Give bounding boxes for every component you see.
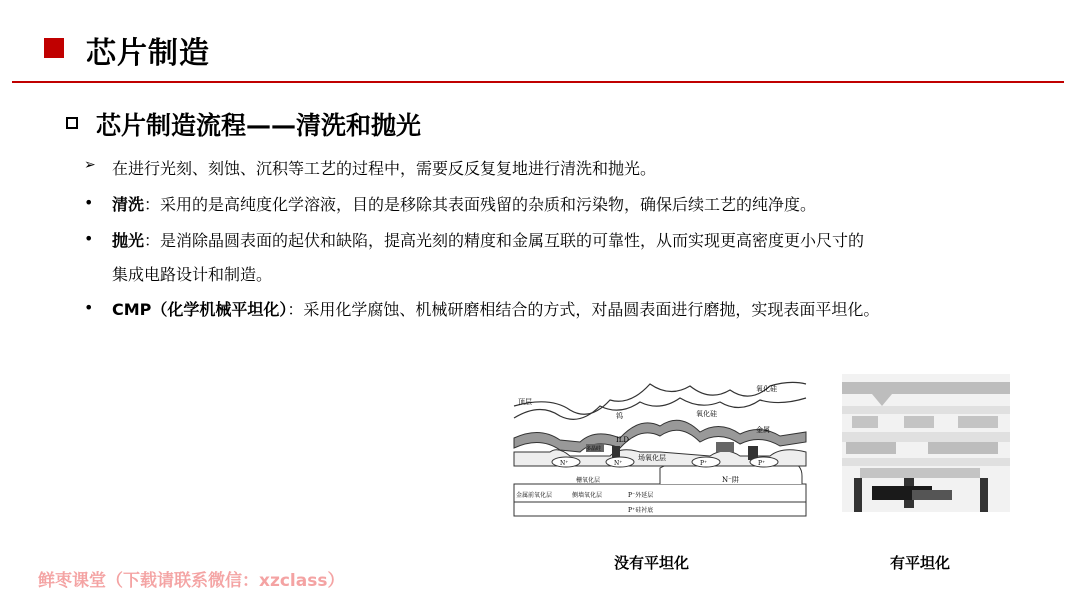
label-oxide: 氧化硅 bbox=[756, 385, 777, 393]
title-divider bbox=[12, 81, 1064, 83]
label-n-plus-1: N⁺ bbox=[560, 460, 569, 467]
bullet-text: ：采用化学腐蚀、机械研磨相结合的方式，对晶圆表面进行磨抛，实现表面平坦化。 bbox=[287, 300, 880, 319]
label-spacer-oxide: 侧墙氧化层 bbox=[572, 492, 603, 499]
label-poly: 多晶硅 bbox=[586, 446, 602, 452]
bullet-text: 在进行光刻、刻蚀、沉积等工艺的过程中，需要反反复复地进行清洗和抛光。 bbox=[112, 159, 657, 178]
arrow-bullet-icon: ➢ bbox=[84, 157, 96, 173]
page-title: 芯片制造 bbox=[86, 36, 210, 71]
section-title: 芯片制造流程——清洗和抛光 bbox=[96, 111, 422, 140]
bullet-polishing bbox=[112, 228, 864, 251]
label-p-epi: P⁻外延层 bbox=[628, 492, 654, 499]
label-p-substrate: P⁺硅衬底 bbox=[628, 507, 654, 514]
bullet-text-continued: 集成电路设计和制造。 bbox=[112, 265, 273, 284]
bullet-cleaning bbox=[112, 192, 816, 215]
title-square-icon bbox=[44, 38, 64, 58]
label-n-well: N⁻阱 bbox=[722, 476, 739, 484]
planarization-diagram bbox=[842, 374, 1010, 530]
label-p-plus-1: P⁺ bbox=[700, 460, 708, 467]
label-pre-metal-oxide: 金属前氧化层 bbox=[516, 492, 553, 499]
term-cmp: CMP（化学机械平坦化） bbox=[112, 300, 288, 319]
label-ild: ILD bbox=[616, 436, 630, 444]
dot-bullet-icon: • bbox=[84, 229, 94, 248]
term-cleaning: 清洗 bbox=[112, 195, 145, 214]
label-tungsten: 钨 bbox=[616, 412, 623, 420]
term-polishing: 抛光 bbox=[112, 231, 145, 250]
label-p-plus-2: P⁺ bbox=[758, 460, 766, 467]
bullet-text: ：是消除晶圆表面的起伏和缺陷，提高光刻的精度和金属互联的可靠性，从而实现更高密度更小尺寸的 bbox=[144, 231, 865, 250]
label-field-oxide: 场氧化层 bbox=[638, 454, 666, 462]
label-gate-oxide: 栅氧化层 bbox=[576, 477, 601, 484]
dot-bullet-icon: • bbox=[84, 193, 94, 212]
label-top-layer: 顶层 bbox=[518, 398, 532, 406]
bullet-text: ：采用的是高纯度化学溶液，目的是移除其表面残留的杂质和污染物，确保后续工艺的纯净度。 bbox=[144, 195, 817, 214]
section-square-icon bbox=[66, 117, 78, 129]
caption-planarization: 有平坦化 bbox=[890, 554, 951, 572]
label-n-plus-2: N⁺ bbox=[614, 460, 623, 467]
label-oxide-2: 氧化硅 bbox=[696, 410, 717, 418]
caption-no-planarization: 没有平坦化 bbox=[614, 554, 690, 572]
watermark: 鲜枣课堂（下载请联系微信：xzclass） bbox=[38, 571, 345, 591]
label-metal: 金属 bbox=[756, 426, 770, 434]
bullet-cmp bbox=[112, 297, 879, 320]
dot-bullet-icon: • bbox=[84, 298, 94, 317]
no-planarization-diagram bbox=[510, 376, 814, 522]
